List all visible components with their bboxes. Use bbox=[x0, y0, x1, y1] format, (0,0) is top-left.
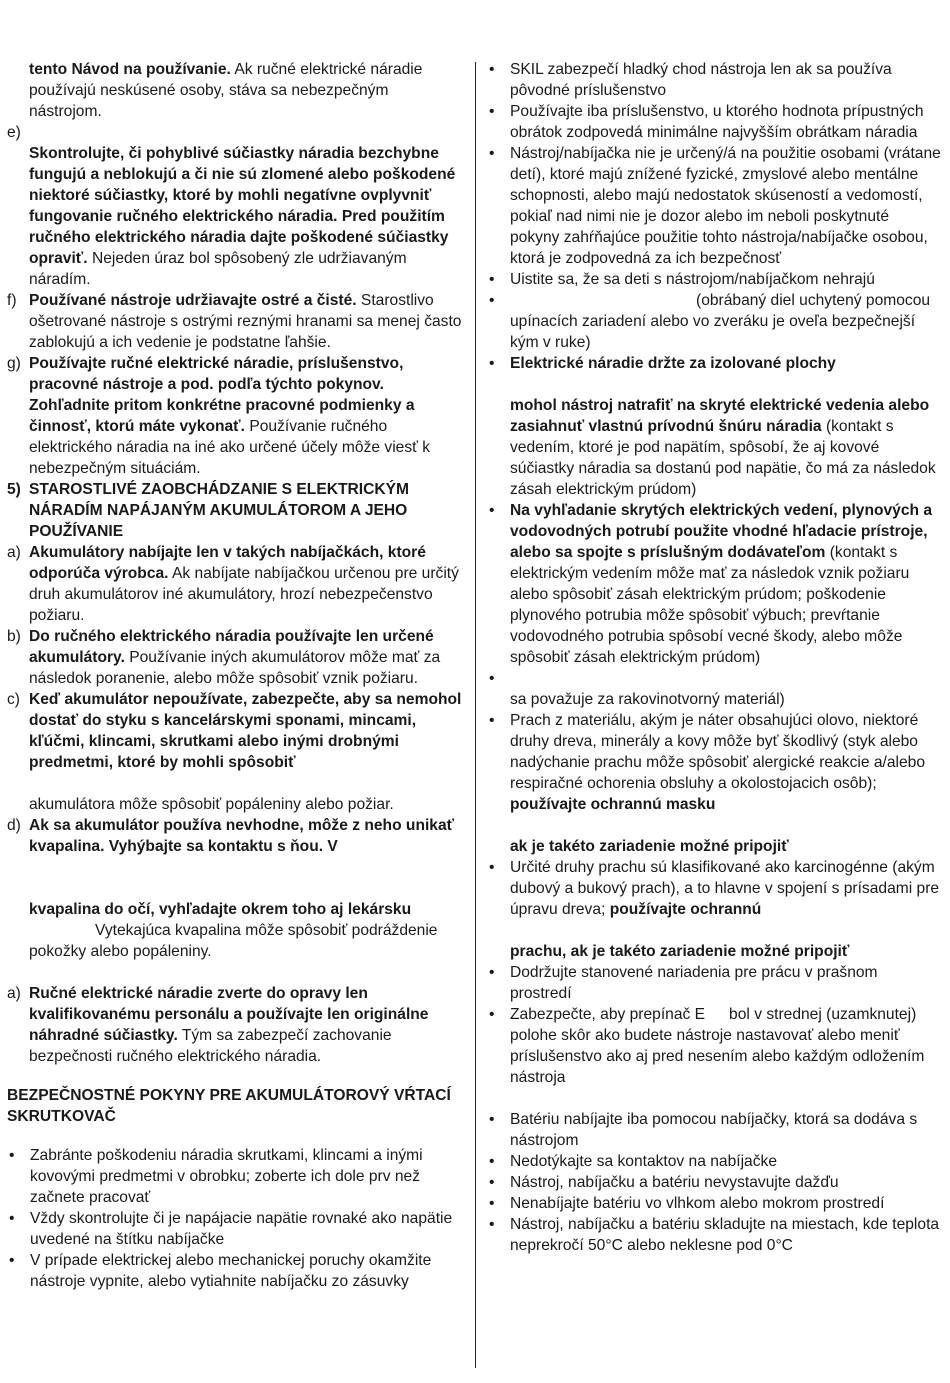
item-b: b) Do ručného elektrického náradia používajte len určené akumulátory. Používanie iných akumulátorov môže mať za následok poranenie, alebo môže spôsobiť vznik požiaru. bbox=[7, 628, 441, 687]
section-5-marker: 5) bbox=[7, 481, 21, 498]
item-c-marker: c) bbox=[7, 691, 20, 708]
list-item: • Uistite sa, že sa deti s nástrojom/nabíjačkom nehrajú bbox=[489, 271, 875, 288]
list-item: • Zabránte poškodeniu náradia skrutkami, klincami a inými kovovými predmetmi v obrobku; zoberte ich dole prv než začnete pracovať bbox=[9, 1147, 423, 1206]
item-d-marker: d) bbox=[7, 817, 21, 834]
left-column bbox=[7, 59, 465, 1292]
safety-heading: BEZPEČNOSTNÉ POKYNY PRE AKUMULÁTOROVÝ VŔTACÍ SKRUTKOVAČ bbox=[7, 1087, 451, 1125]
item-g-marker: g) bbox=[7, 355, 21, 372]
list-item: • Na vyhľadanie skrytých elektrických vedení, plynových a vodovodných potrubí použite vhodné hľadacie prístroje, alebo sa spojte s príslušným dodávateľom (kontakt s elektrickým vedením môže mať za následok vznik požiaru alebo spôsobiť zásah elektrickým prúdom; poškodenie plynového potrubia môže spôsobiť výbuch; prevŕtanie vodovodného potrubia spôsobí vecné škody, alebo môže spôsobiť zásah elektrickým prúdom) bbox=[489, 502, 933, 666]
list-item: • Nenabíjajte batériu vo vlhkom alebo mokrom prostredí bbox=[489, 1195, 885, 1212]
list-item: • sa považuje za rakovinotvorný materiál) bbox=[489, 670, 785, 708]
list-item: • Nástroj/nabíjačka nie je určený/á na použitie osobami (vrátane detí), ktoré majú znížené fyzické, zmyslové alebo mentálne schopnosti, alebo majú nedostatok skúseností a vedomostí, pokiaľ nad nimi nie je dozor alebo im neboli poskytnuté pokyny zahŕňajúce použitie tohto nástroja/nabíjačke osobou, ktorá je zodpovedná za ich bezpečnosť bbox=[489, 145, 941, 267]
list-item: • Nedotýkajte sa kontaktov na nabíjačke bbox=[489, 1153, 777, 1170]
list-item: • Elektrické náradie držte za izolované plochy mohol nástroj natrafiť na skryté elektrické vedenia alebo zasiahnuť vlastnú prívodnú šnúru náradia (kontakt s vedením, ktoré je pod napätím, spôsobí, že aj kovové súčiastky náradia sa dostanú pod napätie, čo má za následok zásah elektrickým prúdom) bbox=[489, 355, 936, 498]
left-bullet-list bbox=[7, 1145, 465, 1292]
list-item: • (obrábaný diel uchytený pomocou upínacích zariadení alebo vo zveráku je oveľa bezpečnejší kým v ruke) bbox=[489, 292, 931, 351]
item-a: a) Akumulátory nabíjajte len v takých nabíjačkách, ktoré odporúča výrobca. Ak nabíjate nabíjačkou určenou pre určitý druh akumulátorov iné akumulátory, hrozí nebezpečenstvo požiaru. bbox=[7, 544, 459, 624]
right-column bbox=[487, 59, 942, 1256]
item-g: g) Používajte ručné elektrické náradie, príslušenstvo, pracovné nástroje a pod. podľa týchto pokynov. Zohľadnite pritom konkrétne pracovné podmienky a činnosť, ktorú máte vykonať. Používanie ručného elektrického náradia na iné ako určené účely môže viesť k nebezpečným situáciám. bbox=[7, 355, 431, 477]
item-b-marker: b) bbox=[7, 628, 21, 645]
item-f-marker: f) bbox=[7, 292, 17, 309]
list-item: • Vždy skontrolujte či je napájacie napätie rovnaké ako napätie uvedené na štítku nabíjačke bbox=[9, 1210, 453, 1248]
item-e bbox=[7, 122, 465, 290]
list-item: • SKIL zabezpečí hladký chod nástroja len ak sa používa pôvodné príslušenstvo bbox=[489, 61, 892, 99]
list-item: • Určité druhy prachu sú klasifikované ako karcinogénne (akým dubový a bukový prach), a to hlavne v spojení s prísadami pre úpravu dreva; používajte ochrannú prachu, ak je takéto zariadenie možné pripojiť bbox=[489, 859, 940, 960]
item-f: f) Používané nástroje udržiavajte ostré a čisté. Starostlivo ošetrované nástroje s ostrými reznými hranami sa menej často zablokujú a ich vedenie je podstatne ľahšie. bbox=[7, 292, 462, 351]
intro-paragraph: tento Návod na používanie. Ak ručné elektrické náradie používajú neskúsené osoby, stáva sa nebezpečným nástrojom. bbox=[29, 61, 423, 120]
section-5-heading: 5) STAROSTLIVÉ ZAOBCHÁDZANIE S ELEKTRICKÝM NÁRADÍM NAPÁJANÝM AKUMULÁTOROM A JEHO POUŽÍVANIE bbox=[7, 481, 410, 540]
column-divider bbox=[475, 62, 476, 1368]
item-e-text: Skontrolujte, či pohyblivé súčiastky náradia bezchybne fungujú a neblokujú a či nie sú zlomené alebo poškodené niektoré súčiastky, ktoré by mohli negatívne ovplyvniť fungovanie ručného elektrického náradia. Pred použitím ručného elektrického náradia dajte poškodené súčiastky opraviť. Nejeden úraz bol spôsobený zle udržiavaným náradím. bbox=[29, 145, 456, 288]
item-a-repair: a) Ručné elektrické náradie zverte do opravy len kvalifikovanému personálu a používajte len originálne náhradné súčiastky. Tým sa zabezpečí zachovanie bezpečnosti ručného elektrického náradia. bbox=[7, 985, 429, 1065]
item-d: d) Ak sa akumulátor používa nevhodne, môže z neho unikať kvapalina. Vyhýbajte sa kontaktu s ňou. V kvapalina do očí, vyhľadajte okrem toho aj lekársku Vytekajúca kvapalina môže spôsobiť podráždenie pokožky alebo popáleniny. bbox=[7, 817, 455, 960]
list-item: • Zabezpečte, aby prepínač E bol v strednej (uzamknutej) polohe skôr ako budete nástroje nastavovať alebo meniť príslušenstvo ako aj pred nesením alebo každým odložením nástroja bbox=[489, 1006, 925, 1086]
list-item: • Nástroj, nabíjačku a batériu nevystavujte dažďu bbox=[489, 1174, 839, 1191]
list-item: • Dodržujte stanovené nariadenia pre prácu v prašnom prostredí bbox=[489, 964, 878, 1002]
list-item: • Prach z materiálu, akým je náter obsahujúci olovo, niektoré druhy dreva, minerály a kovy môže byť škodlivý (styk alebo nadýchanie prachu môže spôsobiť alergické reakcie a/alebo respiračné ochorenia obsluhy a okolostojacich osôb); používajte ochrannú masku ak je takéto zariadenie možné pripojiť bbox=[489, 712, 926, 855]
item-e-marker: e) bbox=[7, 124, 21, 141]
item-a-marker: a) bbox=[7, 544, 21, 561]
list-item: • Používajte iba príslušenstvo, u ktorého hodnota prípustných obrátok zodpovedá minimálne najvyšším obrátkam náradia bbox=[489, 103, 924, 141]
item-c: c) Keď akumulátor nepoužívate, zabezpečte, aby sa nemohol dostať do styku s kancelárskymi sponami, mincami, kľúčmi, klincami, skrutkami alebo inými drobnými predmetmi, ktoré by mohli spôsobiť akumulátora môže spôsobiť popáleniny alebo požiar. bbox=[7, 691, 462, 813]
list-item: • Batériu nabíjajte iba pomocou nabíjačky, ktorá sa dodáva s nástrojom bbox=[489, 1111, 918, 1149]
list-item: • V prípade elektrickej alebo mechanickej poruchy okamžite nástroje vypnite, alebo vytiahnite nabíjačku zo zásuvky bbox=[9, 1252, 432, 1290]
item-a-repair-marker: a) bbox=[7, 985, 21, 1002]
list-item: • Nástroj, nabíjačku a batériu skladujte na miestach, kde teplota neprekročí 50°C alebo neklesne pod 0°C bbox=[489, 1216, 940, 1254]
